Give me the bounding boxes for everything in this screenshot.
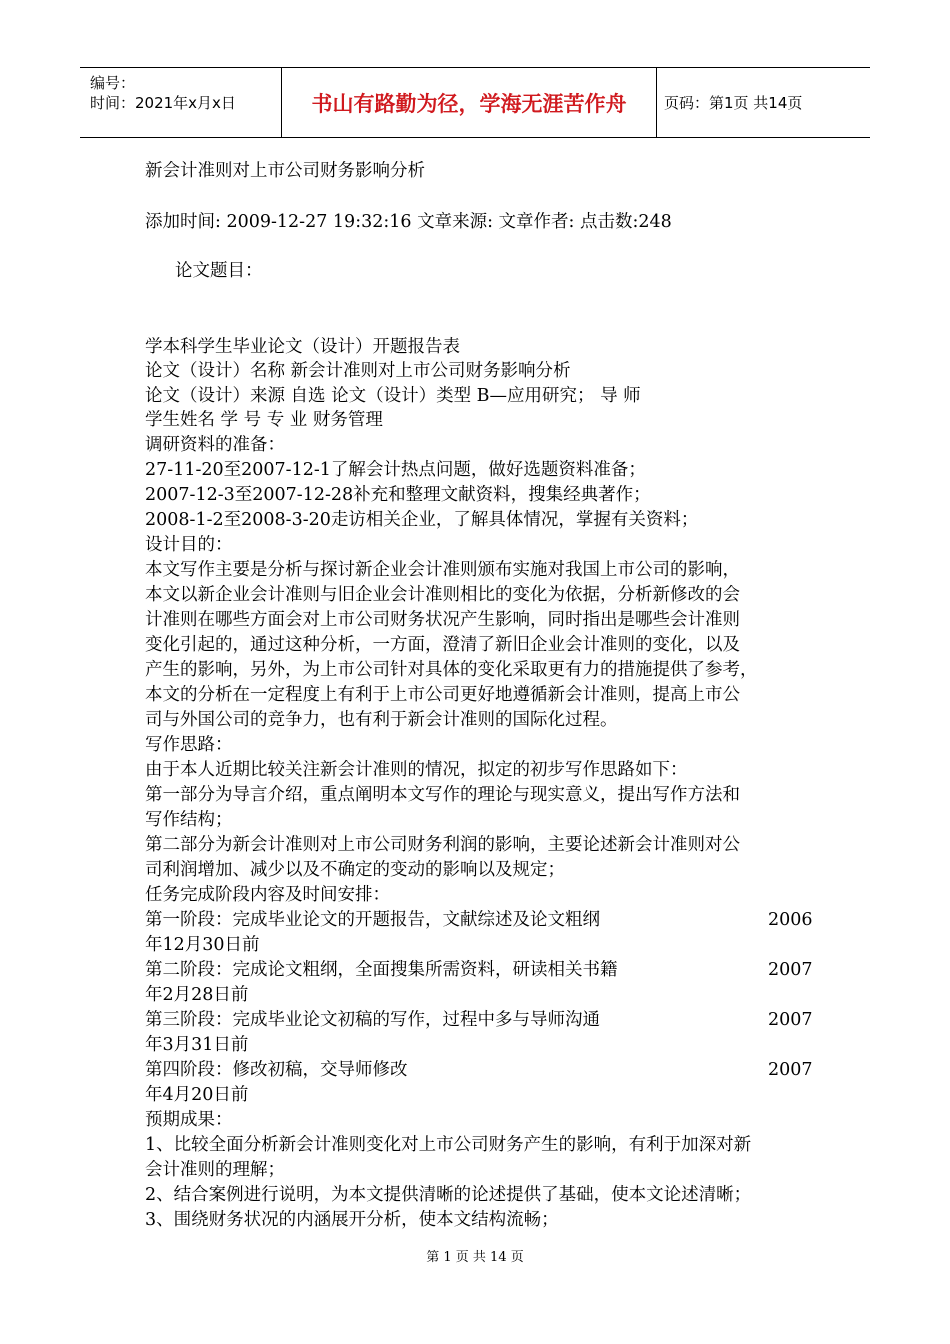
body-line: 设计目的： <box>145 535 233 555</box>
body-line: 年2月28日前 <box>145 985 249 1005</box>
number-label: 编号： <box>90 74 136 92</box>
body-line: 论文（设计）名称 新会计准则对上市公司财务影响分析 <box>145 361 571 381</box>
header-left-cell <box>80 68 280 137</box>
body-line: 2、结合案例进行说明，为本文提供清晰的论述提供了基础，使本文论述清晰； <box>145 1185 752 1205</box>
body-line: 第三阶段：完成毕业论文初稿的写作，过程中多与导师沟通 <box>145 1010 600 1030</box>
body-line: 变化引起的，通过这种分析，一方面，澄清了新旧企业会计准则的变化，以及 <box>145 635 740 655</box>
body-line: 司利润增加、减少以及不确定的变动的影响以及规定； <box>145 860 565 880</box>
body-line: 27-11-20至2007-12-1了解会计热点问题，做好选题资料准备； <box>145 460 646 480</box>
body-line: 预期成果： <box>145 1110 233 1130</box>
body-line: 年4月20日前 <box>145 1085 249 1105</box>
header-divider <box>656 68 657 137</box>
body-line: 第一部分为导言介绍，重点阐明本文写作的理论与现实意义，提出写作方法和 <box>145 785 740 805</box>
doc-topic: 论文题目： <box>175 261 263 281</box>
body-line: 1、比较全面分析新会计准则变化对上市公司财务产生的影响，有利于加深对新 <box>145 1135 752 1155</box>
body-line: 2007-12-3至2007-12-28补充和整理文献资料，搜集经典著作； <box>145 485 651 505</box>
header-motto: 书山有路勤为径，学海无涯苦作舟 <box>311 91 627 116</box>
body-line: 本文写作主要是分析与探讨新企业会计准则颁布实施对我国上市公司的影响， <box>145 560 740 580</box>
stage-year: 2007 <box>768 1060 813 1080</box>
body-line: 年3月31日前 <box>145 1035 249 1055</box>
body-line: 产生的影响，另外，为上市公司针对具体的变化采取更有力的措施提供了参考， <box>145 660 758 680</box>
body-line: 写作思路： <box>145 735 233 755</box>
body-line: 司与外国公司的竞争力，也有利于新会计准则的国际化过程。 <box>145 710 618 730</box>
body-line: 第二部分为新会计准则对上市公司财务利润的影响，主要论述新会计准则对公 <box>145 835 740 855</box>
body-line: 本文的分析在一定程度上有利于上市公司更好地遵循新会计准则，提高上市公 <box>145 685 740 705</box>
body-line: 第二阶段：完成论文粗纲，全面搜集所需资料，研读相关书籍 <box>145 960 618 980</box>
body-line: 2008-1-2至2008-3-20走访相关企业，了解具体情况，掌握有关资料； <box>145 510 699 530</box>
body-line: 第一阶段：完成毕业论文的开题报告，文献综述及论文粗纲 <box>145 910 600 930</box>
doc-title: 新会计准则对上市公司财务影响分析 <box>145 161 425 181</box>
header-page-info: 页码：第1页 共14页 <box>664 94 803 112</box>
body-line: 学生姓名 学 号 专 业 财务管理 <box>145 410 383 430</box>
body-line: 学本科学生毕业论文（设计）开题报告表 <box>145 337 460 357</box>
body-line: 会计准则的理解； <box>145 1160 285 1180</box>
stage-year: 2007 <box>768 1010 813 1030</box>
body-line: 调研资料的准备： <box>145 435 285 455</box>
body-line: 第四阶段：修改初稿，交导师修改 <box>145 1060 408 1080</box>
body-line: 年12月30日前 <box>145 935 260 955</box>
body-line: 3、围绕财务状况的内涵展开分析，使本文结构流畅； <box>145 1210 559 1230</box>
body-line: 任务完成阶段内容及时间安排： <box>145 885 390 905</box>
body-line: 计准则在哪些方面会对上市公司财务状况产生影响，同时指出是哪些会计准则 <box>145 610 740 630</box>
body-line: 由于本人近期比较关注新会计准则的情况，拟定的初步写作思路如下： <box>145 760 688 780</box>
page-footer: 第 1 页 共 14 页 <box>426 1250 524 1265</box>
header-table <box>80 67 870 138</box>
stage-year: 2006 <box>768 910 813 930</box>
body-line: 论文（设计）来源 自选 论文（设计）类型 B—应用研究； 导 师 <box>145 386 641 406</box>
body-line: 写作结构； <box>145 810 233 830</box>
stage-year: 2007 <box>768 960 813 980</box>
doc-meta: 添加时间: 2009-12-27 19:32:16 文章来源: 文章作者: 点击数:248 <box>145 212 672 232</box>
time-label: 时间：2021年x月x日 <box>90 94 236 112</box>
body-line: 本文以新企业会计准则与旧企业会计准则相比的变化为依据，分析新修改的会 <box>145 585 740 605</box>
